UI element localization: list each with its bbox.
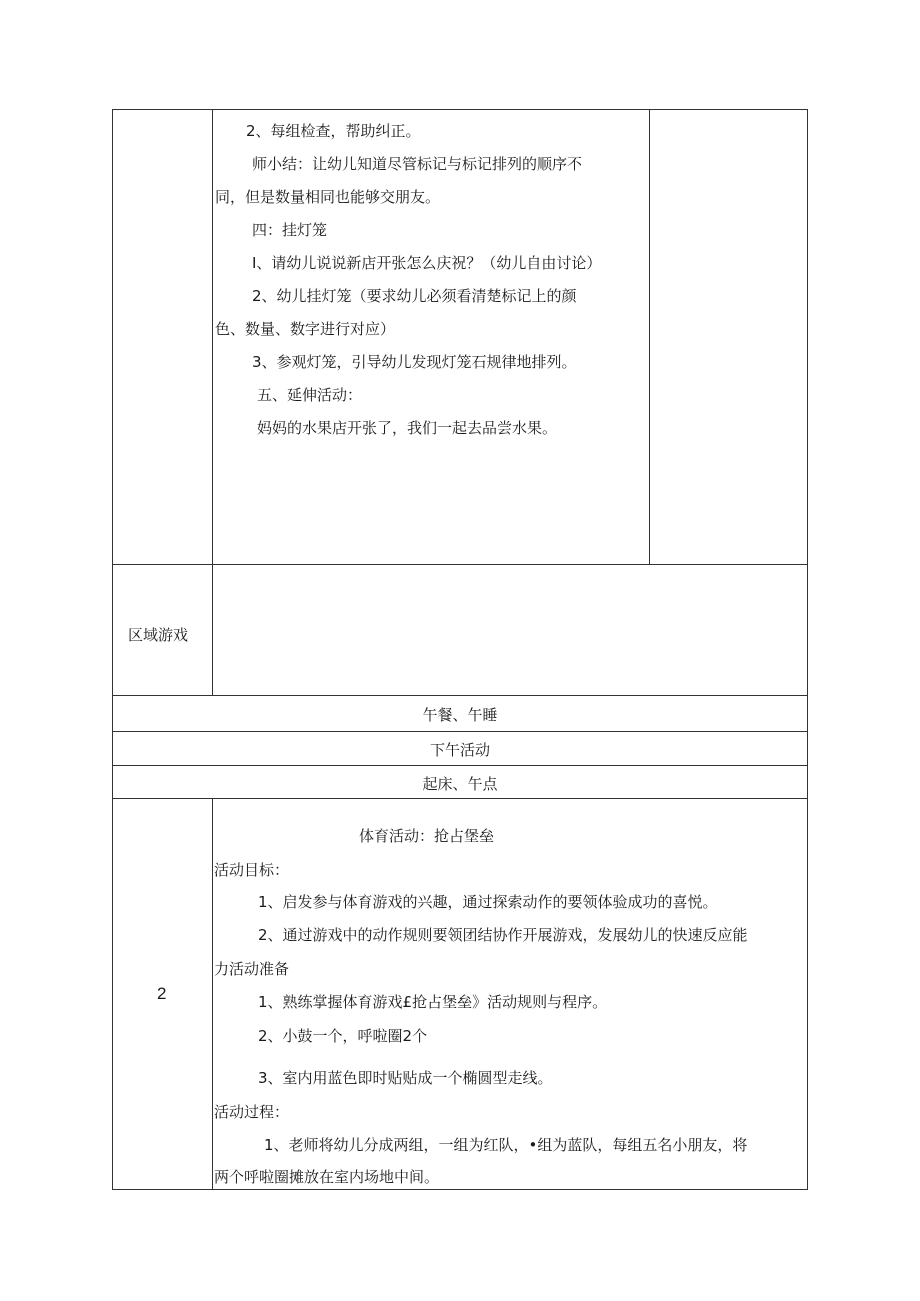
section2-label: 区域游戏 <box>128 626 189 644</box>
section3-line: 3、室内用蓝色即时贴贴成一个椭圆型走线。 <box>258 1069 553 1087</box>
section3-label: 2 <box>157 984 167 1003</box>
row-divider-3 <box>112 731 808 732</box>
section1-line: 妈妈的水果店开张了，我们一起去品尝水果。 <box>257 419 558 437</box>
section1-line: I、请幼儿说说新店开张怎么庆祝？（幼儿自由讨论） <box>252 254 602 272</box>
banner-afternoon-activity: 下午活动 <box>429 741 490 759</box>
activity-title: 体育活动：抢占堡垒 <box>359 827 495 845</box>
row-divider-4 <box>112 765 808 766</box>
table-border-top <box>112 109 808 110</box>
section1-line: 同，但是数量相同也能够交朋友。 <box>215 188 441 206</box>
row-divider-1 <box>112 564 808 565</box>
table-border-left <box>112 109 113 1190</box>
row-divider-5 <box>112 798 808 799</box>
section3-line: 活动过程： <box>214 1103 290 1121</box>
notes-column-divider <box>649 109 650 564</box>
section3-line: 2、小鼓一个，呼啦圈2个 <box>258 1027 428 1045</box>
section1-line: 3、参观灯笼，引导幼儿发现灯笼石规律地排列。 <box>252 353 577 371</box>
section3-line: 1、老师将幼儿分成两组，一组为红队，•组为蓝队，每组五名小朋友，将 <box>264 1136 748 1154</box>
banner-lunch-nap: 午餐、午睡 <box>422 706 498 724</box>
section1-line: 四：挂灯笼 <box>252 221 328 239</box>
section3-line: 1、启发参与体育游戏的兴趣，通过探索动作的要领体验成功的喜悦。 <box>258 893 718 911</box>
section3-line: 2、通过游戏中的动作规则要领团结协作开展游戏，发展幼儿的快速反应能 <box>258 926 748 944</box>
row-divider-2 <box>112 695 808 696</box>
table-border-bottom <box>112 1189 808 1190</box>
label-column-divider-2 <box>212 798 213 1190</box>
section1-line: 五、延伸活动： <box>257 386 363 404</box>
table-border-right <box>807 109 808 1190</box>
section3-line: 力活动准备 <box>214 960 290 978</box>
section3-line: 1、熟练掌握体育游戏£抢占堡垒》活动规则与程序。 <box>258 993 608 1011</box>
section3-line: 活动目标： <box>214 861 290 879</box>
section1-line: 色、数量、数字进行对应） <box>215 320 396 338</box>
section1-line: 2、幼儿挂灯笼（要求幼儿必须看清楚标记上的颜 <box>252 287 577 305</box>
label-column-divider-1 <box>212 109 213 696</box>
section1-line: 2、每组检查，帮助纠正。 <box>246 122 421 140</box>
section3-line: 两个呼啦圈摊放在室内场地中间。 <box>214 1168 440 1186</box>
section1-line: 师小结：让幼儿知道尽管标记与标记排列的顺序不 <box>252 155 583 173</box>
banner-wakeup-snack: 起床、午点 <box>422 775 498 793</box>
